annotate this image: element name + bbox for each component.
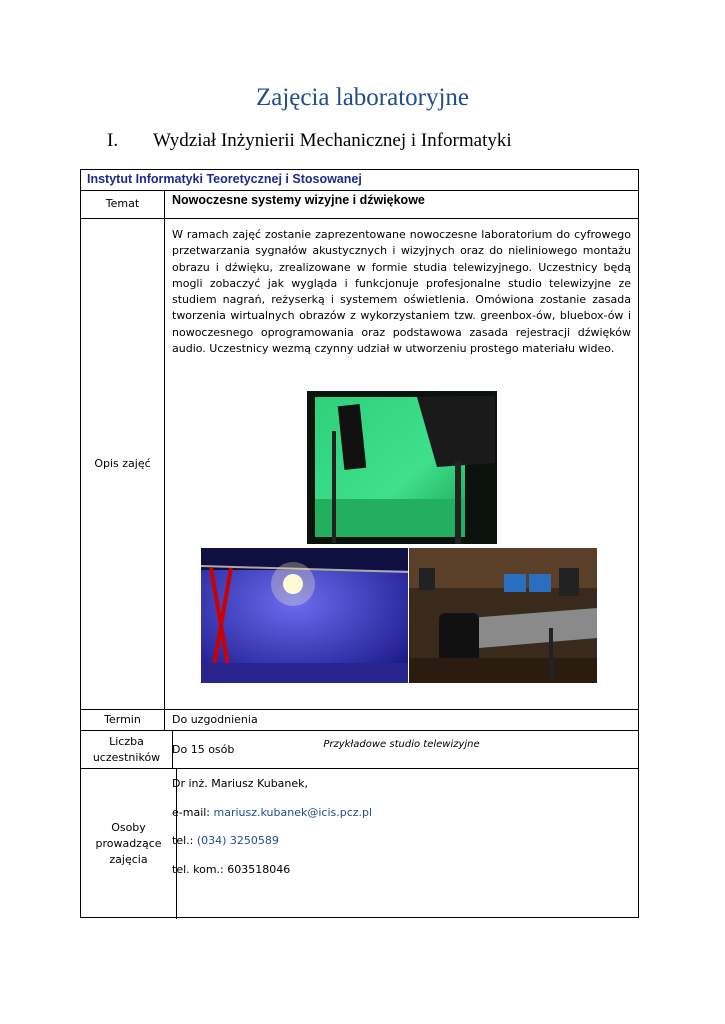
- termin-label: Termin: [81, 710, 165, 730]
- info-table: [80, 169, 639, 918]
- phone-line: [172, 834, 279, 847]
- instructor-name: Dr inż. Mariusz Kubanek,: [172, 777, 309, 790]
- control-room-photo: [409, 548, 597, 683]
- osoby-cell: [165, 769, 638, 919]
- phone-prefix: tel.:: [172, 834, 197, 847]
- row-termin: [81, 709, 638, 730]
- section-title: Wydział Inżynierii Mechanicznej i Informatyki: [153, 130, 512, 151]
- osoby-label: Osoby prowadzące zajęcia: [81, 769, 177, 919]
- table-header: Instytut Informatyki Teoretycznej i Stosowanej: [87, 172, 362, 186]
- opis-text: W ramach zajęć zostanie zaprezentowane nowoczesne laboratorium do cyfrowego przetwarzania sygnałów akustycznych i wizyjnych oraz do nieliniowego montażu obrazu i dźwięku, zrealizowane w formie studia telewizyjnego. Uczestnicy będą mogli zobaczyć jak wygląda i funkcjonuje profesjonalne studio telewizyjne ze studiem nagrań, reżyserką i systemem oświetlenia. Omówiona zostanie zasada tworzenia wirtualnych obrazów z wykorzystaniem tzw. greenbox-ów, bluebox-ów i nowoczesnego oprogramowania oraz podstawowa zasada rejestracji dźwięków audio. Uczestnicy wezmą czynny udział w utworzeniu prostego materiału wideo.: [172, 228, 631, 356]
- email-prefix: e-mail:: [172, 806, 214, 819]
- temat-value: Nowoczesne systemy wizyjne i dźwiękowe: [172, 193, 425, 207]
- section-heading: [107, 130, 512, 152]
- liczba-value: Do 15 osób: [172, 743, 235, 756]
- row-osoby: [81, 768, 638, 919]
- page-title: Zajęcia laboratoryjne: [255, 84, 470, 111]
- mobile-line: tel. kom.: 603518046: [172, 863, 291, 876]
- opis-label: Opis zajęć: [81, 219, 165, 709]
- email-link[interactable]: mariusz.kubanek@icis.pcz.pl: [213, 806, 373, 819]
- section-number: I.: [107, 130, 119, 151]
- liczba-label: Liczba uczestników: [81, 731, 173, 768]
- email-line: [172, 806, 372, 819]
- temat-label: Temat: [81, 191, 165, 218]
- row-liczba: [81, 730, 638, 768]
- greenscreen-photo: [307, 391, 497, 544]
- termin-value: Do uzgodnienia: [172, 713, 258, 726]
- row-temat: [81, 190, 638, 218]
- phone-link[interactable]: (034) 3250589: [196, 834, 279, 847]
- bluescreen-photo: [201, 548, 408, 683]
- photo-caption: Przykładowe studio telewizyjne: [323, 739, 480, 750]
